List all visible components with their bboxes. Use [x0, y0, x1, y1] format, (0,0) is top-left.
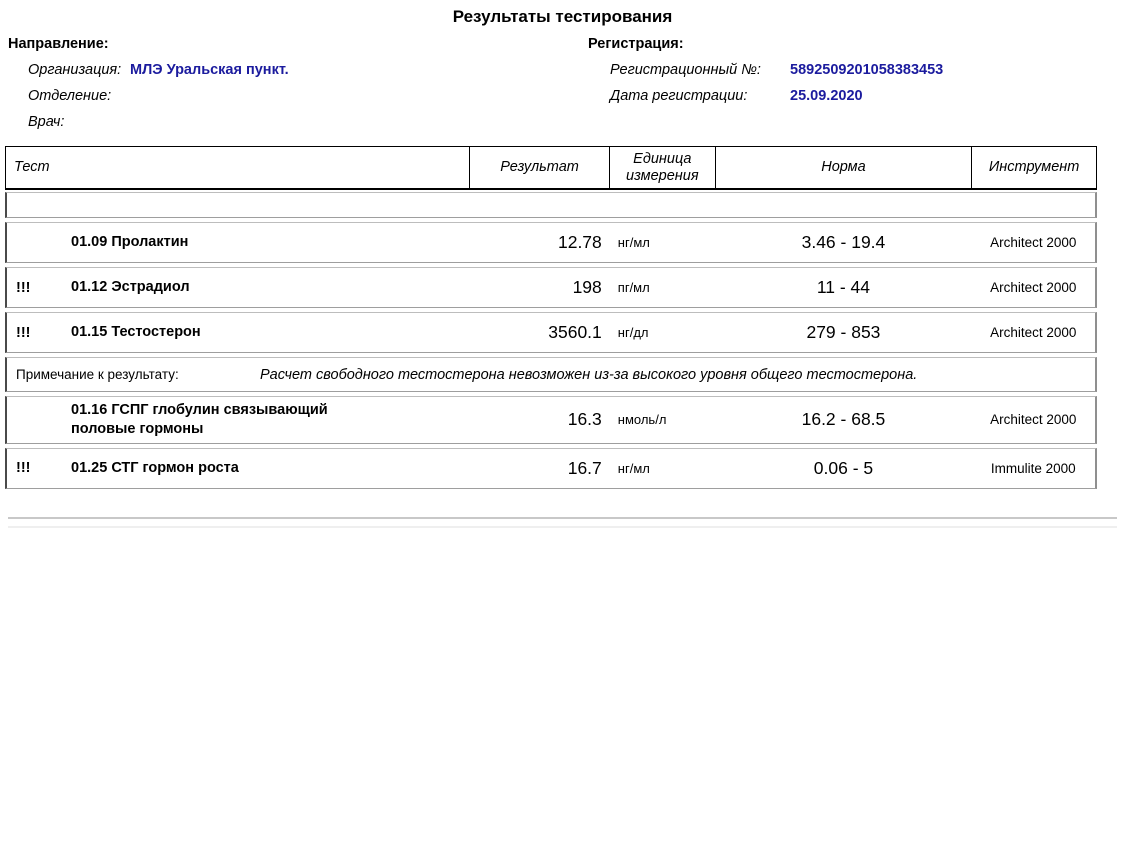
column-header-test: Тест [6, 147, 470, 188]
column-header-result: Результат [470, 147, 610, 188]
registration-date-label: Дата регистрации: [610, 88, 748, 104]
registration-section [580, 36, 1125, 130]
test-cell [7, 397, 470, 443]
test-name: 01.12 Эстрадиол [71, 279, 190, 296]
test-cell [7, 455, 470, 482]
footer-divider [8, 517, 1117, 519]
instrument-name: Architect 2000 [990, 412, 1077, 428]
column-header-norm: Норма [716, 147, 973, 188]
abnormal-flag: !!! [16, 460, 31, 477]
test-name: 01.09 Пролактин [71, 234, 189, 251]
organization-label: Организация: [28, 62, 122, 78]
organization-value: МЛЭ Уральская пункт. [130, 62, 289, 78]
abnormal-flag: !!! [16, 279, 31, 296]
table-row [5, 267, 1097, 308]
results-table [5, 146, 1097, 489]
norm-range: 279 - 853 [806, 322, 881, 342]
table-row-empty [5, 192, 1097, 218]
department-field [0, 88, 580, 104]
referral-heading: Направление: [8, 36, 109, 52]
note-label: Примечание к результату: [16, 367, 179, 382]
note-text: Расчет свободного тестостерона невозможен из-за высокого уровня общего тестостерона. [260, 366, 918, 383]
result-value: 16.3 [567, 409, 602, 430]
doctor-field [0, 114, 580, 130]
unit-value: нг/мл [617, 235, 650, 250]
department-label: Отделение: [28, 88, 112, 104]
test-cell [7, 319, 470, 346]
result-value: 12.78 [557, 232, 602, 252]
page-title: Результаты тестирования [452, 7, 673, 26]
registration-number-value: 5892509201058383453 [790, 62, 944, 78]
document-header [0, 36, 1125, 130]
norm-range: 0.06 - 5 [813, 457, 874, 478]
abnormal-flag: !!! [16, 324, 31, 341]
result-value: 198 [572, 277, 602, 297]
registration-number-field [580, 62, 1125, 78]
test-cell [7, 274, 470, 301]
registration-date-value: 25.09.2020 [790, 88, 863, 104]
registration-date-field [580, 88, 1125, 104]
doctor-label: Врач: [28, 114, 65, 130]
norm-range: 11 - 44 [816, 277, 871, 297]
unit-value: пг/мл [617, 280, 650, 295]
test-name: 01.16 ГСПГ глобулин связывающий половые гормоны [71, 402, 328, 437]
unit-value: нмоль/л [617, 412, 667, 428]
result-value: 16.7 [567, 457, 602, 478]
registration-number-label: Регистрационный №: [610, 62, 761, 78]
table-header-row [5, 146, 1097, 190]
column-header-instrument: Инструмент [988, 159, 1080, 176]
organization-field [0, 62, 580, 78]
table-row [5, 312, 1097, 353]
result-value: 3560.1 [548, 322, 602, 342]
test-name: 01.15 Тестостерон [71, 324, 201, 341]
test-name: 01.25 СТГ гормон роста [71, 459, 239, 476]
table-row [5, 448, 1097, 489]
unit-value: нг/мл [617, 460, 650, 476]
column-header-unit: Единица измерения [610, 147, 716, 188]
referral-section [0, 36, 580, 130]
instrument-name: Immulite 2000 [990, 460, 1076, 476]
result-note-row [5, 357, 1097, 392]
instrument-name: Architect 2000 [990, 235, 1077, 250]
table-row [5, 396, 1097, 444]
instrument-name: Architect 2000 [990, 280, 1077, 295]
unit-value: нг/дл [617, 325, 649, 340]
instrument-name: Architect 2000 [990, 325, 1077, 340]
norm-range: 3.46 - 19.4 [801, 232, 886, 252]
test-cell [7, 229, 470, 256]
footer-divider-faint [8, 526, 1117, 528]
norm-range: 16.2 - 68.5 [801, 409, 886, 430]
registration-heading: Регистрация: [588, 36, 684, 52]
table-row [5, 222, 1097, 263]
